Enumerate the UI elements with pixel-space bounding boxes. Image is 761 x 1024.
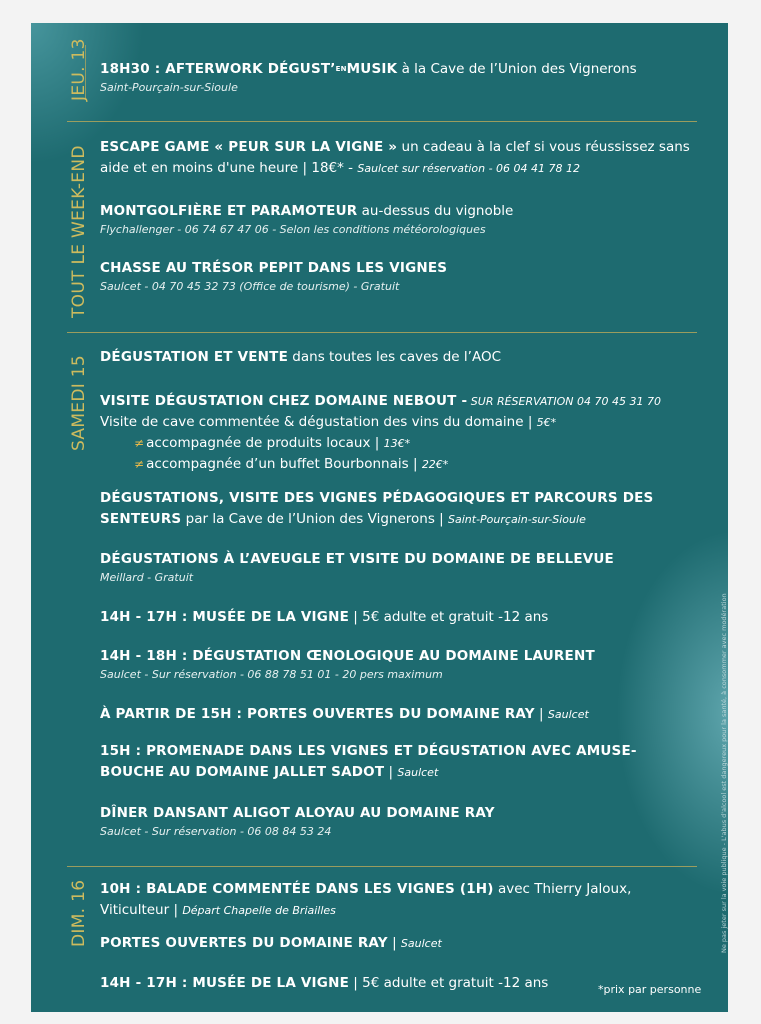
- event-domaine-nebout: VISITE DÉGUSTATION CHEZ DOMAINE NEBOUT - SUR RÉSERVATION 04 70 45 31 70 Visite de cave commentée & dégustation des vins du domaine | 5€* ≠ accompagnée de produits locaux | 13€* ≠ accompagnée d’un buffet Bourbonnais | 22€*: [100, 391, 700, 475]
- divider: [67, 866, 697, 867]
- event-afterwork: 18H30 : AFTERWORK DÉGUST’$^{EN}$MUSIK à la Cave de l’Union des Vignerons Saint-Pourçain-sur-Sioule: [100, 61, 637, 94]
- day-label-samedi: SAMEDI 15: [69, 355, 89, 451]
- event-domaine-laurent: 14H - 18H : DÉGUSTATION ŒNOLOGIQUE AU DOMAINE LAURENT Saulcet - Sur réservation - 06 88 78 51 01 - 20 pers maximum: [100, 648, 595, 681]
- footnote: *prix par personne: [598, 983, 702, 996]
- event-balade-commentee: 10H : BALADE COMMENTÉE DANS LES VIGNES (1H) avec Thierry Jaloux, Viticulteur | Départ Chapelle de Briailles: [100, 881, 632, 918]
- divider: [67, 332, 697, 333]
- health-warning: Ne pas jeter sur la voie publique - L'abus d'alcool est dangereux pour la santé, à consommer avec modération: [720, 593, 728, 953]
- event-portes-ouvertes-samedi: À PARTIR DE 15H : PORTES OUVERTES DU DOMAINE RAY | Saulcet: [100, 706, 589, 722]
- event-degustation-aveugle: DÉGUSTATIONS À L’AVEUGLE ET VISITE DU DOMAINE DE BELLEVUE Meillard - Gratuit: [100, 551, 614, 584]
- program-page: [31, 23, 728, 1012]
- arrow-bullet-icon: ≠: [134, 457, 145, 471]
- day-label-jeu: JEU. 13: [69, 38, 89, 101]
- arrow-bullet-icon: ≠: [134, 436, 145, 450]
- event-jallet-sadot: 15H : PROMENADE DANS LES VIGNES ET DÉGUSTATION AVEC AMUSE-BOUCHE AU DOMAINE JALLET SADOT | Saulcet: [100, 743, 637, 780]
- event-diner-dansant: DÎNER DANSANT ALIGOT ALOYAU AU DOMAINE RAY Saulcet - Sur réservation - 06 08 84 53 24: [100, 805, 495, 838]
- day-label-dim: DIM. 16: [69, 879, 89, 947]
- event-escape-game: ESCAPE GAME « PEUR SUR LA VIGNE » un cadeau à la clef si vous réussissez sans aide et en moins d'une heure | 18€* - Saulcet sur réservation - 06 04 41 78 12: [100, 139, 690, 176]
- event-musee-samedi: 14H - 17H : MUSÉE DE LA VIGNE | 5€ adulte et gratuit -12 ans: [100, 609, 549, 625]
- list-item: ≠ accompagnée de produits locaux | 13€*: [134, 435, 411, 451]
- event-chasse-tresor: CHASSE AU TRÉSOR PEPIT DANS LES VIGNES Saulcet - 04 70 45 32 73 (Office de tourisme) - Gratuit: [100, 260, 448, 293]
- day-label-weekend: TOUT LE WEEK-END: [69, 145, 89, 318]
- event-vignes-pedagogiques: DÉGUSTATIONS, VISITE DES VIGNES PÉDAGOGIQUES ET PARCOURS DES SENTEURS par la Cave de l’Union des Vignerons | Saint-Pourçain-sur-Sioule: [100, 490, 654, 527]
- event-montgolfiere: MONTGOLFIÈRE ET PARAMOTEUR au-dessus du vignoble Flychallenger - 06 74 67 47 06 - Selon les conditions météorologiques: [100, 203, 514, 236]
- event-degustation-vente: DÉGUSTATION ET VENTE dans toutes les caves de l’AOC: [100, 349, 502, 365]
- divider: [67, 121, 697, 122]
- list-item: ≠ accompagnée d’un buffet Bourbonnais | 22€*: [134, 456, 449, 472]
- event-musee-dim: 14H - 17H : MUSÉE DE LA VIGNE | 5€ adulte et gratuit -12 ans: [100, 975, 549, 991]
- event-portes-ouvertes-dim: PORTES OUVERTES DU DOMAINE RAY | Saulcet: [100, 935, 442, 951]
